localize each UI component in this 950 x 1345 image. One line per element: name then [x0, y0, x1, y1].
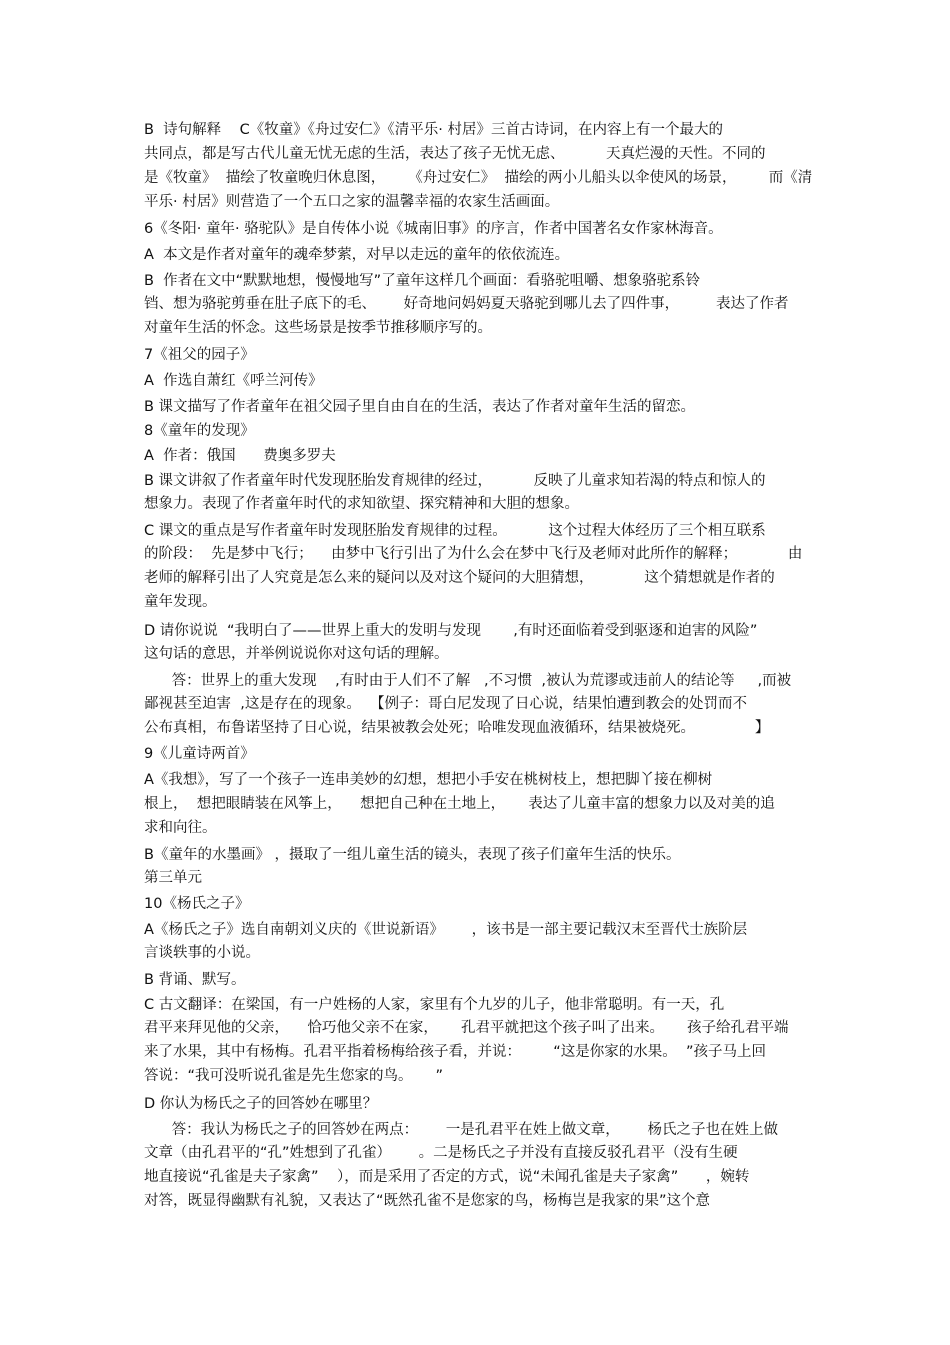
- text-line: 答说：“我可没听说孔雀是先生您家的鸟。 ”: [144, 1068, 444, 1084]
- text-line: 君平来拜见他的父亲， 恰巧他父亲不在家， 孔君平就把这个孩子叫了出来。 孩子给孔君平端: [144, 1020, 789, 1036]
- text-line: 6《冬阳· 童年· 骆驼队》是自传体小说《城南旧事》的序言，作者中国著名女作家林海音。: [144, 221, 723, 237]
- text-line: 是《牧童》 描绘了牧童晚归休息图， 《舟过安仁》 描绘的两小儿船头以伞使风的场景， 而《清: [144, 170, 813, 186]
- text-line: 根上， 想把眼睛装在风筝上， 想把自己种在土地上， 表达了儿童丰富的想象力以及对美的追: [144, 796, 775, 812]
- text-line: B 作者在文中“默默地想，慢慢地写”了童年这样几个画面：看骆驼咀嚼、想象骆驼系铃: [144, 273, 701, 289]
- text-line: B 背诵、默写。: [144, 972, 246, 988]
- text-line: B 诗句解释 C《牧童》《舟过安仁》《清平乐· 村居》三首古诗词，在内容上有一个最大的: [144, 122, 723, 138]
- text-line: B《童年的水墨画》 ，摄取了一组儿童生活的镜头，表现了孩子们童年生活的快乐。: [144, 847, 681, 863]
- text-line: 来了水果，其中有杨梅。孔君平指着杨梅给孩子看，并说： “这是你家的水果。 ”孩子马上回: [144, 1044, 767, 1060]
- section-heading: 第三单元: [144, 870, 202, 886]
- text-line: D 请你说说 “我明白了——世界上重大的发明与发现 ,有时还面临着受到驱逐和迫害的风险”: [144, 623, 758, 639]
- text-line: 答：我认为杨氏之子的回答妙在两点： 一是孔君平在姓上做文章， 杨氏之子也在姓上做: [144, 1122, 778, 1138]
- text-line: 求和向往。: [144, 820, 217, 836]
- text-line: 公布真相，布鲁诺坚持了日心说，结果被教会处死；哈唯发现血液循环，结果被烧死。 】: [144, 720, 770, 736]
- text-line: 9《儿童诗两首》: [144, 746, 255, 762]
- text-line: 文章（由孔君平的“孔”姓想到了孔雀） 。二是杨氏之子并没有直接反驳孔君平（没有生硬: [144, 1145, 738, 1161]
- text-line: 10《杨氏之子》: [144, 896, 250, 912]
- text-line: 老师的解释引出了人究竟是怎么来的疑问以及对这个疑问的大胆猜想， 这个猜想就是作者的: [144, 570, 775, 586]
- text-line: 7《祖父的园子》: [144, 347, 255, 363]
- text-line: B 课文讲叙了作者童年时代发现胚胎发育规律的经过， 反映了儿童求知若渴的特点和惊人的: [144, 473, 766, 489]
- text-line: C 课文的重点是写作者童年时发现胚胎发育规律的过程。 这个过程大体经历了三个相互联系: [144, 523, 766, 539]
- text-line: 的阶段： 先是梦中飞行； 由梦中飞行引出了为什么会在梦中飞行及老师对此所作的解释； 由: [144, 546, 803, 562]
- text-line: 共同点，都是写古代儿童无忧无虑的生活，表达了孩子无忧无虑、 天真烂漫的天性。不同的: [144, 146, 766, 162]
- text-line: 鄙视甚至迫害 ,这是存在的现象。 【例子：哥白尼发现了日心说，结果怕遭到教会的处罚而不: [144, 696, 748, 712]
- text-line: A 作者：俄国 费奥多罗夫: [144, 448, 336, 464]
- text-line: A 本文是作者对童年的魂牵梦萦，对早以走远的童年的依依流连。: [144, 247, 570, 263]
- text-line: 8《童年的发现》: [144, 423, 255, 439]
- text-line: A《杨氏之子》选自南朝刘义庆的《世说新语》 ，该书是一部主要记载汉末至晋代士族阶层: [144, 922, 748, 938]
- text-line: 平乐· 村居》则营造了一个五口之家的温馨幸福的农家生活画面。: [144, 194, 560, 210]
- text-line: A 作选自萧红《呼兰河传》: [144, 373, 323, 389]
- text-line: D 你认为杨氏之子的回答妙在哪里？: [144, 1096, 378, 1112]
- text-line: 想象力。表现了作者童年时代的求知欲望、探究精神和大胆的想象。: [144, 496, 579, 512]
- text-line: 童年发现。: [144, 594, 217, 610]
- text-line: 言谈轶事的小说。: [144, 945, 260, 961]
- text-line: 这句话的意思，并举例说说你对这句话的理解。: [144, 646, 449, 662]
- text-line: 答：世界上的重大发现 ,有时由于人们不了解 ,不习惯 ,被认为荒谬或违前人的结论等 ,而被: [144, 673, 792, 689]
- text-line: B 课文描写了作者童年在祖父园子里自由自在的生活，表达了作者对童年生活的留恋。: [144, 399, 696, 415]
- text-line: 对童年生活的怀念。这些场景是按季节推移顺序写的。: [144, 320, 492, 336]
- text-line: 铛、想为骆驼剪垂在肚子底下的毛、 好奇地问妈妈夏天骆驼到哪儿去了四件事， 表达了作者: [144, 296, 789, 312]
- text-line: 地直接说“孔雀是夫子家禽” ），而是采用了否定的方式，说“未闻孔雀是夫子家禽” ，婉转: [144, 1169, 750, 1185]
- text-line: 对答，既显得幽默有礼貌，又表达了“既然孔雀不是您家的鸟，杨梅岂是我家的果”这个意: [144, 1193, 711, 1209]
- text-line: A《我想》，写了一个孩子一连串美妙的幻想，想把小手安在桃树枝上，想把脚丫接在柳树: [144, 772, 713, 788]
- text-line: C 古文翻译：在梁国，有一户姓杨的人家，家里有个九岁的儿子，他非常聪明。有一天，孔: [144, 997, 725, 1013]
